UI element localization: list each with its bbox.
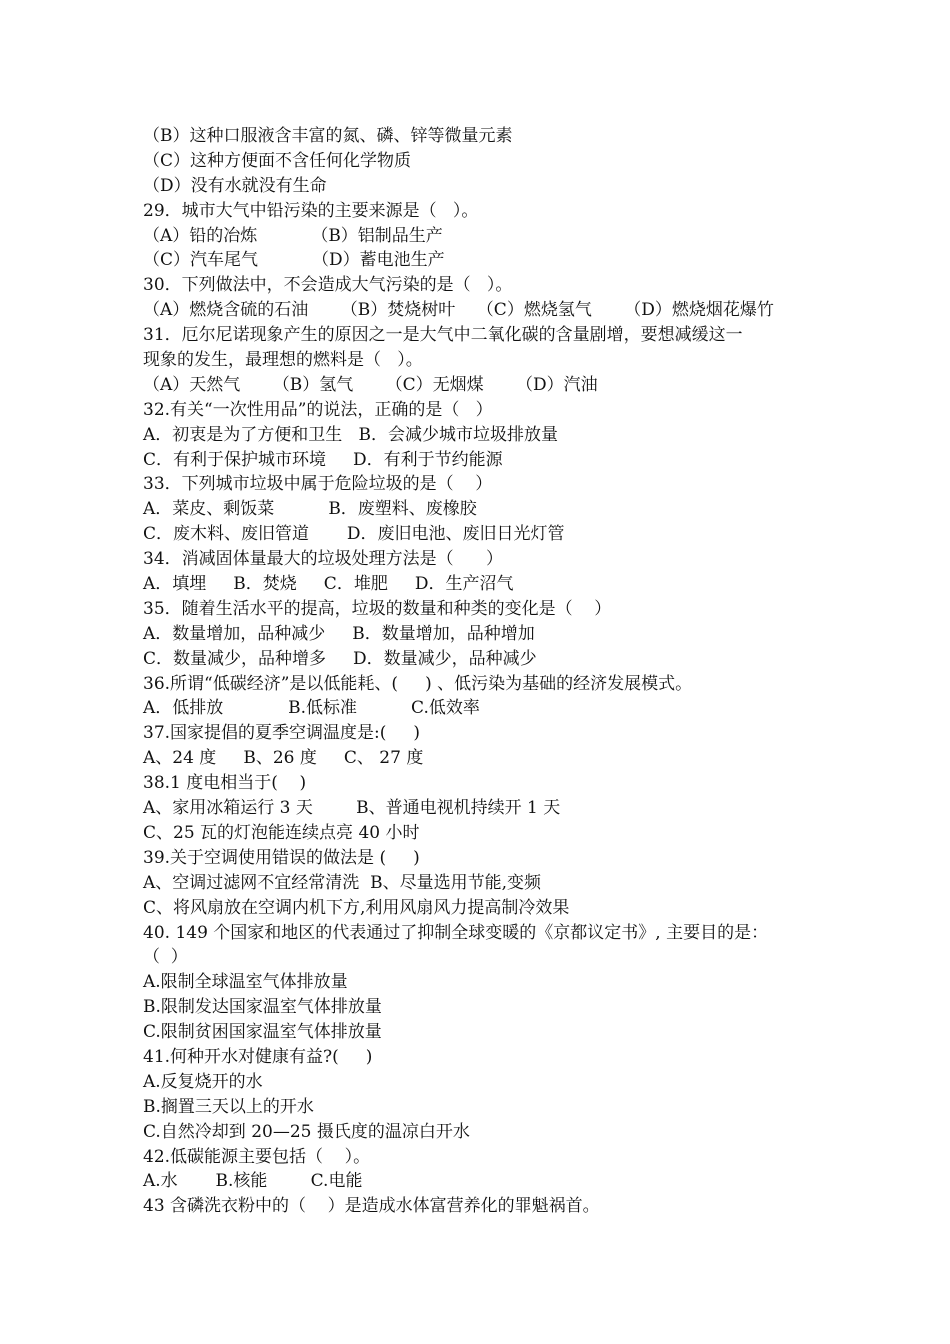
text-line: A.水 B.核能 C.电能 bbox=[143, 1171, 363, 1192]
text-line: 42.低碳能源主要包括（ ）。 bbox=[143, 1146, 371, 1167]
text-line: A．低排放 B.低标准 C.低效率 bbox=[143, 698, 480, 719]
text-line: A.反复烧开的水 bbox=[143, 1071, 263, 1092]
text-line: 35．随着生活水平的提高，垃圾的数量和种类的变化是（ ） bbox=[143, 598, 612, 619]
text-line: 31．厄尔尼诺现象产生的原因之一是大气中二氧化碳的含量剧增，要想减缓这一 bbox=[143, 325, 743, 346]
text-line: （A）天然气 （B）氢气 （C）无烟煤 （D）汽油 bbox=[143, 374, 598, 395]
text-line: A．数量增加，品种减少 B．数量增加，品种增加 bbox=[143, 623, 535, 644]
text-line: 39.关于空调使用错误的做法是 ( ) bbox=[143, 847, 420, 868]
text-line: （B）这种口服液含丰富的氮、磷、锌等微量元素 bbox=[143, 126, 513, 146]
text-line: A．初衷是为了方便和卫生 B．会减少城市垃圾排放量 bbox=[143, 424, 558, 445]
text-line: 33．下列城市垃圾中属于危险垃圾的是（ ） bbox=[143, 474, 493, 495]
text-line: A、24 度 B、26 度 C、 27 度 bbox=[143, 748, 424, 769]
text-line: 38.1 度电相当于( ) bbox=[143, 773, 307, 794]
text-line: 34．消减固体量最大的垃圾处理方法是（ ） bbox=[143, 549, 504, 570]
text-line: A、空调过滤网不宜经常清洗 B、尽量选用节能,变频 bbox=[143, 872, 541, 893]
text-line: C.自然冷却到 20—25 摄氏度的温凉白开水 bbox=[143, 1121, 470, 1142]
text-line: （C）这种方便面不含任何化学物质 bbox=[143, 150, 412, 171]
text-line: （ ） bbox=[143, 947, 188, 968]
text-line: C．废木料、废旧管道 D．废旧电池、废旧日光灯管 bbox=[143, 524, 565, 545]
text-line: 43 含磷洗衣粉中的（ ）是造成水体富营养化的罪魁祸首。 bbox=[143, 1196, 600, 1217]
text-line: C．有利于保护城市环境 D．有利于节约能源 bbox=[143, 449, 503, 470]
text-line: A.限制全球温室气体排放量 bbox=[143, 972, 348, 993]
text-line: （D）没有水就没有生命 bbox=[143, 175, 327, 196]
text-line: A．菜皮、剩饭菜 B．废塑料、废橡胶 bbox=[143, 499, 477, 520]
text-line: 36.所谓“低碳经济”是以低能耗、( ) 、低污染为基础的经济发展模式。 bbox=[143, 673, 693, 694]
text-line: B.搁置三天以上的开水 bbox=[143, 1096, 314, 1117]
text-line: 现象的发生，最理想的燃料是（ ）。 bbox=[143, 350, 423, 371]
text-line: C、25 瓦的灯泡能连续点亮 40 小时 bbox=[143, 822, 420, 843]
text-line: B.限制发达国家温室气体排放量 bbox=[143, 997, 382, 1018]
text-line: 30．下列做法中，不会造成大气污染的是（ ）。 bbox=[143, 275, 513, 296]
text-line: 29．城市大气中铅污染的主要来源是（ ）。 bbox=[143, 200, 479, 221]
text-line: A．填埋 B．焚烧 C．堆肥 D．生产沼气 bbox=[143, 574, 514, 595]
text-line: （A）燃烧含硫的石油 （B）焚烧树叶 （C）燃烧氢气 （D）燃烧烟花爆竹 bbox=[143, 300, 774, 321]
text-line: （C）汽车尾气 （D）蓄电池生产 bbox=[143, 250, 445, 271]
text-line: 40. 149 个国家和地区的代表通过了抑制全球变暖的《京都议定书》, 主要目的是： bbox=[143, 922, 769, 943]
text-line: C．数量减少，品种增多 D．数量减少，品种减少 bbox=[143, 648, 537, 669]
text-line: A、家用冰箱运行 3 天 B、普通电视机持续开 1 天 bbox=[143, 798, 561, 819]
document-body bbox=[143, 124, 823, 1219]
text-line: （A）铅的冶炼 （B）铝制品生产 bbox=[143, 225, 443, 246]
text-line: C.限制贫困国家温室气体排放量 bbox=[143, 1022, 382, 1043]
text-line: 41.何种开水对健康有益?( ) bbox=[143, 1046, 373, 1067]
text-line: 37.国家提倡的夏季空调温度是:( ) bbox=[143, 723, 421, 744]
text-line: 32.有关“一次性用品”的说法，正确的是（ ） bbox=[143, 399, 493, 420]
text-line: C、将风扇放在空调内机下方,利用风扇风力提高制冷效果 bbox=[143, 897, 570, 918]
